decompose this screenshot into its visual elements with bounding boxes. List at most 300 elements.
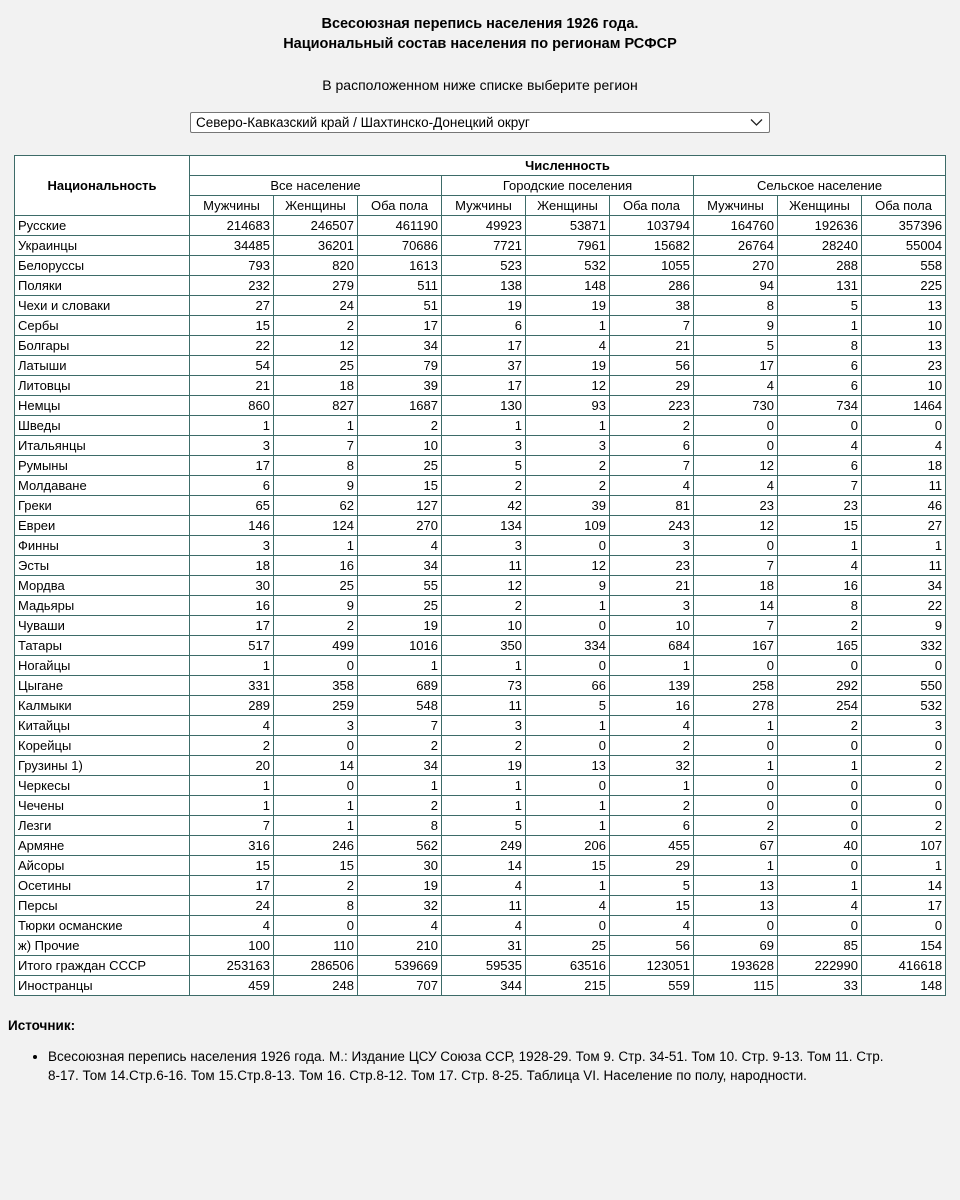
row-value-7: 28240 [778, 236, 862, 256]
row-value-5: 2 [610, 416, 694, 436]
row-value-0: 232 [190, 276, 274, 296]
row-value-8: 0 [862, 776, 946, 796]
table-row [15, 296, 946, 316]
row-value-0: 65 [190, 496, 274, 516]
row-value-5: 6 [610, 816, 694, 836]
row-value-3: 6 [442, 316, 526, 336]
row-nationality: Тюрки османские [15, 916, 190, 936]
table-row [15, 916, 946, 936]
row-value-5: 56 [610, 356, 694, 376]
row-value-7: 0 [778, 416, 862, 436]
row-value-3: 31 [442, 936, 526, 956]
row-value-6: 67 [694, 836, 778, 856]
row-value-6: 258 [694, 676, 778, 696]
row-value-8: 2 [862, 816, 946, 836]
row-value-1: 0 [274, 916, 358, 936]
row-value-3: 344 [442, 976, 526, 996]
row-value-0: 1 [190, 656, 274, 676]
row-value-6: 12 [694, 456, 778, 476]
row-value-4: 215 [526, 976, 610, 996]
row-value-6: 17 [694, 356, 778, 376]
row-value-4: 93 [526, 396, 610, 416]
row-value-6: 12 [694, 516, 778, 536]
row-value-1: 8 [274, 896, 358, 916]
row-value-0: 15 [190, 316, 274, 336]
row-value-8: 22 [862, 596, 946, 616]
row-value-0: 15 [190, 856, 274, 876]
row-value-4: 109 [526, 516, 610, 536]
row-value-3: 3 [442, 536, 526, 556]
row-value-2: 34 [358, 556, 442, 576]
row-value-0: 316 [190, 836, 274, 856]
row-value-1: 246 [274, 836, 358, 856]
source-item: • Всесоюзная перепись населения 1926 года. М.: Издание ЦСУ Союза ССР, 1928-29. Том 9. Стр. 34-51. Том 10. Стр. 9-13. Том 11. Стр. 8-17. Том 14.Стр.6-16. Том 15.Стр.8-13. Том 16. Стр.8-12. Том 17. Стр. 8-25. Таблица VI. Население по полу, народности. [48, 1047, 960, 1085]
row-value-1: 25 [274, 576, 358, 596]
row-value-3: 5 [442, 456, 526, 476]
table-row [15, 536, 946, 556]
header-nationality: Национальность [15, 156, 190, 216]
table-row [15, 336, 946, 356]
row-value-6: 14 [694, 596, 778, 616]
row-value-7: 254 [778, 696, 862, 716]
row-value-3: 19 [442, 756, 526, 776]
row-value-7: 2 [778, 616, 862, 636]
row-nationality: Грузины 1) [15, 756, 190, 776]
row-value-0: 34485 [190, 236, 274, 256]
row-value-7: 2 [778, 716, 862, 736]
row-value-8: 225 [862, 276, 946, 296]
row-nationality: Чечены [15, 796, 190, 816]
row-value-4: 25 [526, 936, 610, 956]
row-value-3: 10 [442, 616, 526, 636]
row-nationality: Шведы [15, 416, 190, 436]
row-value-6: 0 [694, 736, 778, 756]
row-value-5: 21 [610, 336, 694, 356]
header-row-total [15, 156, 946, 176]
row-value-3: 37 [442, 356, 526, 376]
row-value-4: 1 [526, 716, 610, 736]
row-value-4: 2 [526, 476, 610, 496]
row-value-6: 13 [694, 876, 778, 896]
row-value-4: 12 [526, 556, 610, 576]
row-value-5: 559 [610, 976, 694, 996]
row-value-7: 0 [778, 776, 862, 796]
row-value-5: 10 [610, 616, 694, 636]
row-value-0: 214683 [190, 216, 274, 236]
row-value-2: 4 [358, 916, 442, 936]
chevron-down-icon [750, 113, 763, 132]
row-value-4: 53871 [526, 216, 610, 236]
table-row [15, 676, 946, 696]
row-nationality: Молдаване [15, 476, 190, 496]
row-value-8: 332 [862, 636, 946, 656]
row-value-1: 1 [274, 536, 358, 556]
row-value-8: 10 [862, 316, 946, 336]
row-nationality: Корейцы [15, 736, 190, 756]
row-value-1: 3 [274, 716, 358, 736]
row-value-8: 14 [862, 876, 946, 896]
row-value-2: 32 [358, 896, 442, 916]
row-nationality: Черкесы [15, 776, 190, 796]
row-value-5: 2 [610, 796, 694, 816]
row-value-1: 18 [274, 376, 358, 396]
row-value-2: 39 [358, 376, 442, 396]
census-table-body [15, 216, 946, 996]
table-row [15, 776, 946, 796]
row-value-2: 1016 [358, 636, 442, 656]
row-value-0: 793 [190, 256, 274, 276]
row-value-3: 134 [442, 516, 526, 536]
row-value-8: 46 [862, 496, 946, 516]
row-value-6: 94 [694, 276, 778, 296]
row-value-2: 34 [358, 756, 442, 776]
row-value-4: 532 [526, 256, 610, 276]
row-value-2: 15 [358, 476, 442, 496]
row-value-8: 9 [862, 616, 946, 636]
row-value-8: 0 [862, 916, 946, 936]
row-value-8: 11 [862, 556, 946, 576]
row-value-3: 3 [442, 716, 526, 736]
table-row [15, 976, 946, 996]
instruction-text: В расположенном ниже списке выберите регион [322, 77, 638, 93]
row-value-1: 2 [274, 316, 358, 336]
row-value-1: 36201 [274, 236, 358, 256]
row-value-5: 139 [610, 676, 694, 696]
row-value-0: 331 [190, 676, 274, 696]
row-value-3: 11 [442, 896, 526, 916]
header-chislennost: Численность [190, 156, 946, 176]
row-nationality: Итого граждан СССР [15, 956, 190, 976]
row-value-0: 860 [190, 396, 274, 416]
row-value-3: 17 [442, 336, 526, 356]
row-value-5: 81 [610, 496, 694, 516]
row-value-5: 243 [610, 516, 694, 536]
census-table [14, 155, 946, 996]
row-value-1: 14 [274, 756, 358, 776]
row-value-2: 2 [358, 416, 442, 436]
row-value-0: 7 [190, 816, 274, 836]
row-value-6: 0 [694, 656, 778, 676]
row-value-3: 17 [442, 376, 526, 396]
row-value-7: 16 [778, 576, 862, 596]
row-value-5: 21 [610, 576, 694, 596]
row-value-1: 827 [274, 396, 358, 416]
row-value-7: 131 [778, 276, 862, 296]
row-value-2: 548 [358, 696, 442, 716]
table-row [15, 616, 946, 636]
row-value-4: 19 [526, 356, 610, 376]
table-row [15, 876, 946, 896]
row-value-6: 13 [694, 896, 778, 916]
row-value-2: 25 [358, 456, 442, 476]
row-value-5: 38 [610, 296, 694, 316]
row-value-2: 210 [358, 936, 442, 956]
row-value-3: 249 [442, 836, 526, 856]
row-value-4: 0 [526, 736, 610, 756]
row-value-8: 107 [862, 836, 946, 856]
row-value-3: 19 [442, 296, 526, 316]
row-value-2: 1687 [358, 396, 442, 416]
row-nationality: Айсоры [15, 856, 190, 876]
row-value-5: 286 [610, 276, 694, 296]
row-value-8: 154 [862, 936, 946, 956]
table-row [15, 476, 946, 496]
row-value-7: 4 [778, 436, 862, 456]
row-nationality: Болгары [15, 336, 190, 356]
row-value-6: 270 [694, 256, 778, 276]
row-value-4: 66 [526, 676, 610, 696]
row-value-6: 0 [694, 436, 778, 456]
row-value-5: 29 [610, 856, 694, 876]
row-value-8: 1 [862, 856, 946, 876]
row-value-4: 5 [526, 696, 610, 716]
row-value-3: 7721 [442, 236, 526, 256]
row-value-3: 11 [442, 556, 526, 576]
row-value-2: 55 [358, 576, 442, 596]
row-value-5: 3 [610, 536, 694, 556]
table-row [15, 396, 946, 416]
row-nationality: Армяне [15, 836, 190, 856]
row-value-6: 167 [694, 636, 778, 656]
row-value-5: 15 [610, 896, 694, 916]
table-row [15, 376, 946, 396]
row-value-3: 1 [442, 656, 526, 676]
table-row [15, 356, 946, 376]
row-value-2: 2 [358, 796, 442, 816]
row-value-0: 146 [190, 516, 274, 536]
table-row [15, 516, 946, 536]
row-value-3: 59535 [442, 956, 526, 976]
row-nationality: Мадьяры [15, 596, 190, 616]
row-value-7: 0 [778, 656, 862, 676]
row-value-6: 2 [694, 816, 778, 836]
row-value-4: 13 [526, 756, 610, 776]
row-value-2: 10 [358, 436, 442, 456]
row-value-6: 23 [694, 496, 778, 516]
row-value-6: 115 [694, 976, 778, 996]
row-value-7: 165 [778, 636, 862, 656]
row-value-2: 30 [358, 856, 442, 876]
row-value-4: 0 [526, 916, 610, 936]
row-value-6: 69 [694, 936, 778, 956]
row-value-2: 2 [358, 736, 442, 756]
row-value-1: 0 [274, 776, 358, 796]
table-row [15, 936, 946, 956]
row-nationality: Румыны [15, 456, 190, 476]
header-group-all: Все население [190, 176, 442, 196]
census-table-container [0, 155, 960, 996]
row-value-8: 0 [862, 796, 946, 816]
table-row [15, 836, 946, 856]
row-value-8: 13 [862, 336, 946, 356]
header-all-men: Мужчины [190, 196, 274, 216]
row-value-2: 707 [358, 976, 442, 996]
row-value-1: 15 [274, 856, 358, 876]
row-value-8: 1 [862, 536, 946, 556]
row-value-2: 19 [358, 616, 442, 636]
row-value-8: 357396 [862, 216, 946, 236]
row-value-7: 4 [778, 556, 862, 576]
row-value-5: 16 [610, 696, 694, 716]
row-value-2: 270 [358, 516, 442, 536]
row-value-1: 9 [274, 596, 358, 616]
row-value-0: 22 [190, 336, 274, 356]
row-value-8: 23 [862, 356, 946, 376]
row-value-0: 30 [190, 576, 274, 596]
row-value-5: 56 [610, 936, 694, 956]
row-value-4: 3 [526, 436, 610, 456]
row-nationality: Греки [15, 496, 190, 516]
row-value-5: 6 [610, 436, 694, 456]
row-value-0: 4 [190, 716, 274, 736]
row-value-1: 110 [274, 936, 358, 956]
row-value-6: 8 [694, 296, 778, 316]
table-row [15, 756, 946, 776]
row-value-1: 358 [274, 676, 358, 696]
row-value-4: 1 [526, 596, 610, 616]
row-value-6: 5 [694, 336, 778, 356]
table-row [15, 956, 946, 976]
table-row [15, 636, 946, 656]
page-header [0, 0, 960, 94]
row-value-2: 34 [358, 336, 442, 356]
row-value-8: 1464 [862, 396, 946, 416]
row-value-3: 1 [442, 776, 526, 796]
row-value-2: 7 [358, 716, 442, 736]
row-value-3: 2 [442, 736, 526, 756]
row-value-1: 0 [274, 656, 358, 676]
table-row [15, 796, 946, 816]
row-value-0: 16 [190, 596, 274, 616]
row-value-4: 334 [526, 636, 610, 656]
table-row [15, 716, 946, 736]
row-value-1: 9 [274, 476, 358, 496]
row-value-3: 3 [442, 436, 526, 456]
row-value-4: 19 [526, 296, 610, 316]
region-select-wrapper [0, 112, 960, 133]
row-value-1: 246507 [274, 216, 358, 236]
row-value-3: 138 [442, 276, 526, 296]
row-value-3: 523 [442, 256, 526, 276]
row-value-4: 12 [526, 376, 610, 396]
table-row [15, 656, 946, 676]
row-value-0: 100 [190, 936, 274, 956]
header-group-rural: Сельское население [694, 176, 946, 196]
row-value-4: 15 [526, 856, 610, 876]
row-nationality: Евреи [15, 516, 190, 536]
row-value-4: 63516 [526, 956, 610, 976]
row-value-3: 1 [442, 416, 526, 436]
row-value-6: 278 [694, 696, 778, 716]
row-value-7: 33 [778, 976, 862, 996]
row-value-8: 27 [862, 516, 946, 536]
table-row [15, 856, 946, 876]
row-value-5: 7 [610, 316, 694, 336]
row-value-8: 416618 [862, 956, 946, 976]
row-value-5: 1 [610, 776, 694, 796]
row-nationality: Сербы [15, 316, 190, 336]
row-value-7: 6 [778, 356, 862, 376]
row-value-1: 1 [274, 796, 358, 816]
header-rural-men: Мужчины [694, 196, 778, 216]
row-value-3: 2 [442, 596, 526, 616]
row-nationality: Лезги [15, 816, 190, 836]
row-value-8: 0 [862, 736, 946, 756]
row-value-3: 42 [442, 496, 526, 516]
row-value-2: 79 [358, 356, 442, 376]
row-value-2: 17 [358, 316, 442, 336]
row-nationality: Итальянцы [15, 436, 190, 456]
row-nationality: Финны [15, 536, 190, 556]
header-rural-both: Оба пола [862, 196, 946, 216]
row-value-1: 286506 [274, 956, 358, 976]
region-select[interactable] [190, 112, 770, 133]
row-value-0: 2 [190, 736, 274, 756]
row-value-8: 3 [862, 716, 946, 736]
row-value-7: 222990 [778, 956, 862, 976]
row-value-6: 0 [694, 916, 778, 936]
row-value-4: 0 [526, 536, 610, 556]
row-value-0: 4 [190, 916, 274, 936]
row-nationality: Ногайцы [15, 656, 190, 676]
table-row [15, 736, 946, 756]
row-value-1: 248 [274, 976, 358, 996]
row-value-0: 517 [190, 636, 274, 656]
row-value-4: 4 [526, 896, 610, 916]
page-title-line-1: Всесоюзная перепись населения 1926 года. [321, 16, 639, 32]
row-nationality: Персы [15, 896, 190, 916]
page-title-line-2: Национальный состав населения по регионам РСФСР [283, 36, 677, 52]
row-value-0: 1 [190, 776, 274, 796]
row-value-7: 4 [778, 896, 862, 916]
row-value-2: 1 [358, 656, 442, 676]
row-value-1: 1 [274, 416, 358, 436]
row-value-6: 1 [694, 856, 778, 876]
row-value-4: 4 [526, 336, 610, 356]
row-value-2: 70686 [358, 236, 442, 256]
row-nationality: Чехи и словаки [15, 296, 190, 316]
row-value-5: 103794 [610, 216, 694, 236]
row-value-5: 2 [610, 736, 694, 756]
row-value-7: 1 [778, 316, 862, 336]
row-value-6: 193628 [694, 956, 778, 976]
row-nationality: Латыши [15, 356, 190, 376]
row-value-6: 1 [694, 716, 778, 736]
row-value-8: 55004 [862, 236, 946, 256]
row-value-1: 259 [274, 696, 358, 716]
row-value-4: 206 [526, 836, 610, 856]
row-value-0: 21 [190, 376, 274, 396]
row-value-1: 7 [274, 436, 358, 456]
row-value-1: 2 [274, 616, 358, 636]
row-value-4: 1 [526, 796, 610, 816]
row-value-8: 11 [862, 476, 946, 496]
row-value-7: 23 [778, 496, 862, 516]
row-value-1: 62 [274, 496, 358, 516]
row-value-1: 279 [274, 276, 358, 296]
row-value-7: 292 [778, 676, 862, 696]
row-value-5: 3 [610, 596, 694, 616]
row-nationality: Белоруссы [15, 256, 190, 276]
row-value-0: 3 [190, 536, 274, 556]
source-label: Источник: [8, 1018, 76, 1033]
row-value-3: 350 [442, 636, 526, 656]
row-value-3: 11 [442, 696, 526, 716]
row-value-4: 0 [526, 776, 610, 796]
row-value-7: 1 [778, 756, 862, 776]
row-value-2: 51 [358, 296, 442, 316]
row-value-8: 0 [862, 416, 946, 436]
